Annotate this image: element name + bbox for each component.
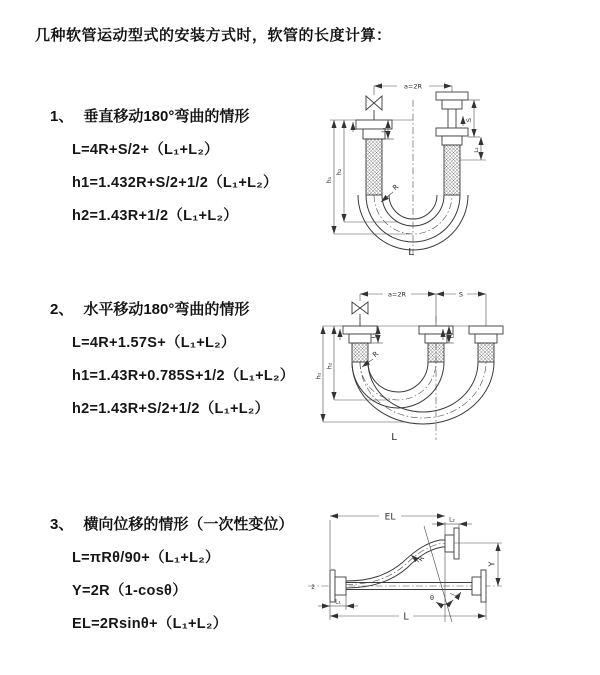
formula-line: L=πRθ/90+（L₁+L₂）: [72, 550, 220, 566]
diagram-horizontal-bend: [310, 282, 590, 452]
dim-label-a2r: a=2R: [403, 82, 423, 91]
right-flange-lower: [436, 128, 468, 145]
dim-label-l: L: [391, 432, 397, 443]
radius-callout: [381, 183, 400, 202]
dim-label-l1: L₁: [371, 332, 378, 339]
dim-label-h2: h₂: [335, 168, 343, 176]
dim-label-el: EL: [384, 512, 396, 523]
dim-label-theta: θ: [430, 594, 434, 602]
dim-l2: [432, 517, 472, 529]
valve-icon: [352, 302, 368, 314]
section-1-heading: [50, 105, 278, 126]
axis-mark: [311, 584, 314, 591]
dim-l1: [318, 595, 358, 610]
dim-l2: [460, 137, 486, 160]
diagram-vertical-bend: [310, 72, 590, 262]
dim-label-l2: L₂: [449, 332, 456, 339]
section-2-heading: [50, 298, 295, 319]
section-1: [50, 105, 278, 225]
middle-flange: [419, 326, 453, 343]
dim-s: [436, 289, 486, 326]
formula-line: h2=1.43R+1/2（L₁+L₂）: [72, 208, 239, 224]
hose-u-displaced: [352, 362, 494, 424]
diagram-lateral-displacement: [300, 498, 600, 653]
valve-icon: [366, 96, 382, 110]
formula-line: h2=1.43R+S/2+1/2（L₁+L₂）: [72, 401, 270, 417]
dim-label-s: S: [465, 117, 473, 123]
dim-label-h1: h₁: [325, 176, 333, 184]
dim-label-l: L: [403, 611, 409, 623]
section-3-title: 横向位移的情形（一次性变位）: [83, 516, 294, 533]
section-3-number: 3、: [50, 516, 74, 533]
braided-hose-middle: [428, 343, 444, 362]
dim-label-y: Y: [487, 561, 497, 567]
dim-label-h2: h₂: [325, 362, 334, 370]
section-3: [50, 513, 293, 633]
dim-label-r: R: [371, 349, 381, 360]
left-flange: [330, 570, 346, 602]
dim-l: [330, 602, 486, 623]
braided-hose-right: [478, 343, 494, 362]
dim-label-l1: L₁: [335, 598, 341, 606]
dim-label-l2: L₂: [474, 147, 480, 153]
right-flange-original: [472, 570, 486, 602]
dim-label-l2: L₂: [449, 516, 455, 524]
dim-label-l1: L₁: [381, 127, 388, 133]
page-title: 几种软管运动型式的安装方式时，软管的长度计算：: [35, 27, 392, 44]
braided-hose-right: [444, 145, 460, 195]
dim-label-r: R: [391, 182, 401, 193]
raised-flange: [445, 528, 459, 559]
formula-line: h1=1.432R+S/2+1/2（L₁+L₂）: [72, 175, 278, 191]
dim-label-a2r: a=2R: [387, 290, 407, 299]
right-flange: [469, 326, 503, 343]
axis-mark-label: z̄: [311, 584, 315, 591]
formula-line: h1=1.43R+0.785S+1/2（L₁+L₂）: [72, 368, 295, 384]
section-3-heading: [50, 513, 293, 534]
angle-theta: [430, 592, 461, 605]
dim-a2r: [360, 289, 436, 326]
braided-hose-left: [366, 139, 382, 195]
section-2: [50, 298, 295, 418]
dim-label-l: L: [408, 247, 414, 258]
section-1-number: 1、: [50, 108, 74, 125]
formula-line: Y=2R（1-cosθ）: [72, 583, 187, 599]
formula-line: EL=2Rsinθ+（L₁+L₂）: [72, 616, 228, 632]
formula-line: L=4R+1.57S+（L₁+L₂）: [72, 335, 236, 351]
section-1-title: 垂直移动180°弯曲的情形: [83, 108, 250, 125]
formula-line: L=4R+S/2+（L₁+L₂）: [72, 142, 219, 158]
section-2-number: 2、: [50, 301, 74, 318]
dim-label-r: R: [416, 554, 427, 564]
braided-hose-left: [352, 343, 368, 362]
dim-label-h1: h₁: [314, 372, 323, 380]
right-flange-upper: [436, 92, 468, 109]
section-2-title: 水平移动180°弯曲的情形: [83, 301, 250, 318]
dim-label-s: S: [458, 290, 464, 299]
